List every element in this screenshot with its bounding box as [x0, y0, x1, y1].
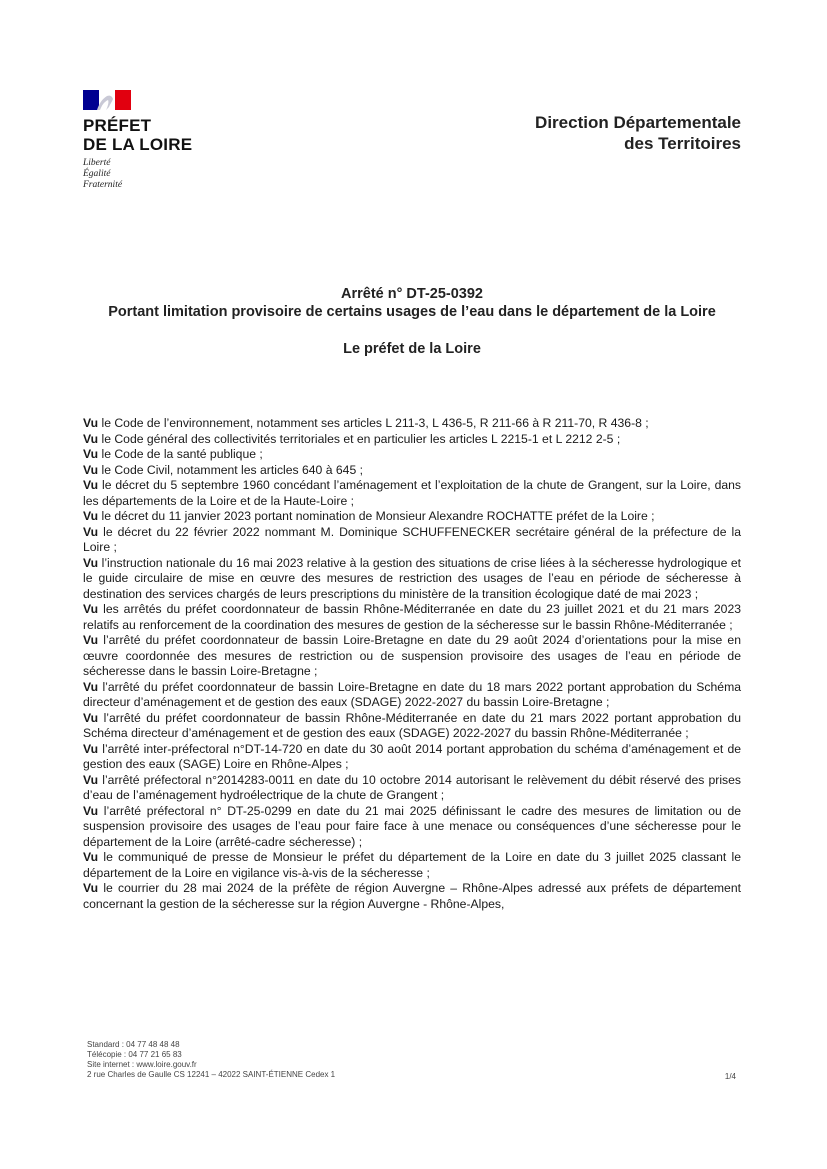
vu-text: l’arrêté du préfet coordonnateur de bassin Loire-Bretagne en date du 29 août 2024 d’orientations pour la mise en œuvre coordonnée des mesures de restriction ou de suspension provisoire des usages de l’eau en période de sécheresse dans le bassin Loire-Bretagne ; [83, 633, 741, 678]
vu-text: le communiqué de presse de Monsieur le préfet du département de la Loire en date du 3 juillet 2025 classant le département de la Loire en vigilance vis-à-vis de la sécheresse ; [83, 850, 741, 880]
vu-text: le décret du 11 janvier 2023 portant nomination de Monsieur Alexandre ROCHATTE préfet de la Loire ; [98, 509, 655, 523]
vu-list [83, 416, 741, 912]
vu-text: le courrier du 28 mai 2024 de la préfète de région Auvergne – Rhône-Alpes adressé aux préfets de département concernant la gestion de la sécheresse sur la région Auvergne - Rhône-Alpes, [83, 881, 741, 911]
vu-text: l’arrêté préfectoral n°2014283-0011 en date du 10 octobre 2014 autorisant le relèvement du débit réservé des prises d’eau de l’aménagement hydroélectrique de la chute de Grangent ; [83, 772, 741, 802]
footer-site: Site internet : www.loire.gouv.fr [87, 1060, 197, 1069]
vu-label: Vu [83, 710, 99, 725]
vu-item [83, 804, 741, 851]
vu-item [83, 556, 741, 603]
vu-item [83, 881, 741, 912]
vu-label: Vu [83, 850, 99, 864]
vu-label: Vu [83, 679, 99, 694]
decree-authority: Le préfet de la Loire [343, 341, 481, 357]
vu-text: le décret du 5 septembre 1960 concédant l’aménagement et l’exploitation de la chute de Grangent, sur la Loire, dans les départements de la Loire et de la Haute-Loire ; [83, 478, 741, 508]
vu-item [83, 447, 741, 463]
vu-item [83, 633, 741, 680]
vu-label: Vu [83, 602, 99, 616]
vu-label: Vu [83, 431, 99, 446]
vu-label: Vu [83, 881, 99, 895]
vu-text: l’arrêté préfectoral n° DT-25-0299 en date du 21 mai 2025 définissant le cadre des mesures de limitation ou de suspension provisoire des usages de l’eau pour faire face à une menace ou conséquences d’une sécheresse pour le département de la Loire (arrêté-cadre sécheresse) ; [83, 803, 741, 849]
footer-contact [87, 1040, 335, 1080]
vu-label: Vu [83, 772, 99, 787]
motto [83, 158, 233, 191]
vu-text: les arrêtés du préfet coordonnateur de bassin Rhône-Méditerranée en date du 23 juillet 2021 et du 21 mars 2023 relatifs au renforcement de la coordination des mesures de gestion de la sécheresse sur le bassin Rhône-Méditerranée ; [83, 602, 741, 632]
vu-label: Vu [83, 478, 99, 492]
vu-item [83, 602, 741, 633]
motto-fraternite: Fraternité [83, 180, 123, 190]
vu-item [83, 432, 741, 448]
vu-item [83, 463, 741, 479]
prefet-name [83, 116, 233, 154]
vu-text: le décret du 22 février 2022 nommant M. Dominique SCHUFFENECKER secrétaire général de la préfecture de la Loire ; [83, 524, 741, 554]
footer-telecopie: Télécopie : 04 77 21 65 83 [87, 1050, 182, 1059]
vu-label: Vu [83, 509, 99, 523]
vu-item [83, 711, 741, 742]
vu-text: l’arrêté du préfet coordonnateur de bassin Rhône-Méditerranée en date du 21 mars 2022 portant approbation du Schéma directeur d’aménagement et de gestion des eaux (SDAGE) 2022-2027 du bassin Rhône-Méditerranée ; [83, 710, 741, 740]
vu-label: Vu [83, 555, 99, 570]
republique-logo [83, 90, 233, 191]
prefet-name-line2: DE LA LOIRE [83, 135, 193, 154]
vu-text: le Code Civil, notamment les articles 640 à 645 ; [98, 462, 363, 477]
vu-text: le Code général des collectivités territoriales et en particulier les articles L 2215-1 et L 2212 2-5 ; [98, 431, 621, 446]
vu-label: Vu [83, 524, 99, 539]
vu-item [83, 416, 741, 432]
vu-text: l’arrêté inter-préfectoral n°DT-14-720 en date du 30 août 2014 portant approbation du schéma d’aménagement et de gestion des eaux (SAGE) Loire en Rhône-Alpes ; [83, 741, 741, 771]
direction-line2: des Territoires [624, 134, 741, 153]
marianne-flag-icon [83, 90, 131, 110]
vu-label: Vu [83, 462, 99, 477]
vu-label: Vu [83, 416, 99, 430]
vu-label: Vu [83, 803, 99, 818]
vu-item [83, 509, 741, 525]
vu-item [83, 680, 741, 711]
vu-text: le Code de l’environnement, notamment ses articles L 211-3, L 436-5, R 211-66 à R 211-70, R 436-8 ; [98, 416, 649, 430]
vu-label: Vu [83, 741, 99, 756]
footer-standard: Standard : 04 77 48 48 48 [87, 1040, 180, 1049]
decree-title-block [83, 285, 741, 358]
motto-egalite: Égalité [83, 169, 111, 179]
decree-subtitle: Portant limitation provisoire de certains usages de l’eau dans le département de la Loire [108, 304, 716, 320]
prefet-name-line1: PRÉFET [83, 116, 152, 135]
vu-item [83, 525, 741, 556]
vu-item [83, 742, 741, 773]
direction-line1: Direction Départementale [535, 113, 741, 132]
motto-liberte: Liberté [83, 158, 111, 168]
page-number: 1/4 [724, 1072, 736, 1081]
vu-label: Vu [83, 633, 99, 647]
vu-text: le Code de la santé publique ; [98, 447, 263, 461]
vu-text: l’arrêté du préfet coordonnateur de bassin Loire-Bretagne en date du 18 mars 2022 portant approbation du Schéma directeur d’aménagement et de gestion des eaux (SDAGE) 2022-2027 du bassin Loire-Bretagne ; [83, 679, 741, 709]
decree-number: Arrêté n° DT-25-0392 [341, 286, 483, 302]
footer-address: 2 rue Charles de Gaulle CS 12241 – 42022 SAINT-ÉTIENNE Cedex 1 [87, 1070, 336, 1079]
direction-header [535, 112, 741, 154]
vu-item [83, 850, 741, 881]
vu-item [83, 773, 741, 804]
vu-label: Vu [83, 447, 99, 461]
vu-text: l’instruction nationale du 16 mai 2023 relative à la gestion des situations de crise liées à la sécheresse hydrologique et le guide circulaire de mise en œuvre des mesures de restriction des usages de l’eau en période de sécheresse à destination des services chargés de leurs prescriptions du ministère de la transition écologique daté de mai 2023 ; [83, 555, 741, 601]
vu-item [83, 478, 741, 509]
